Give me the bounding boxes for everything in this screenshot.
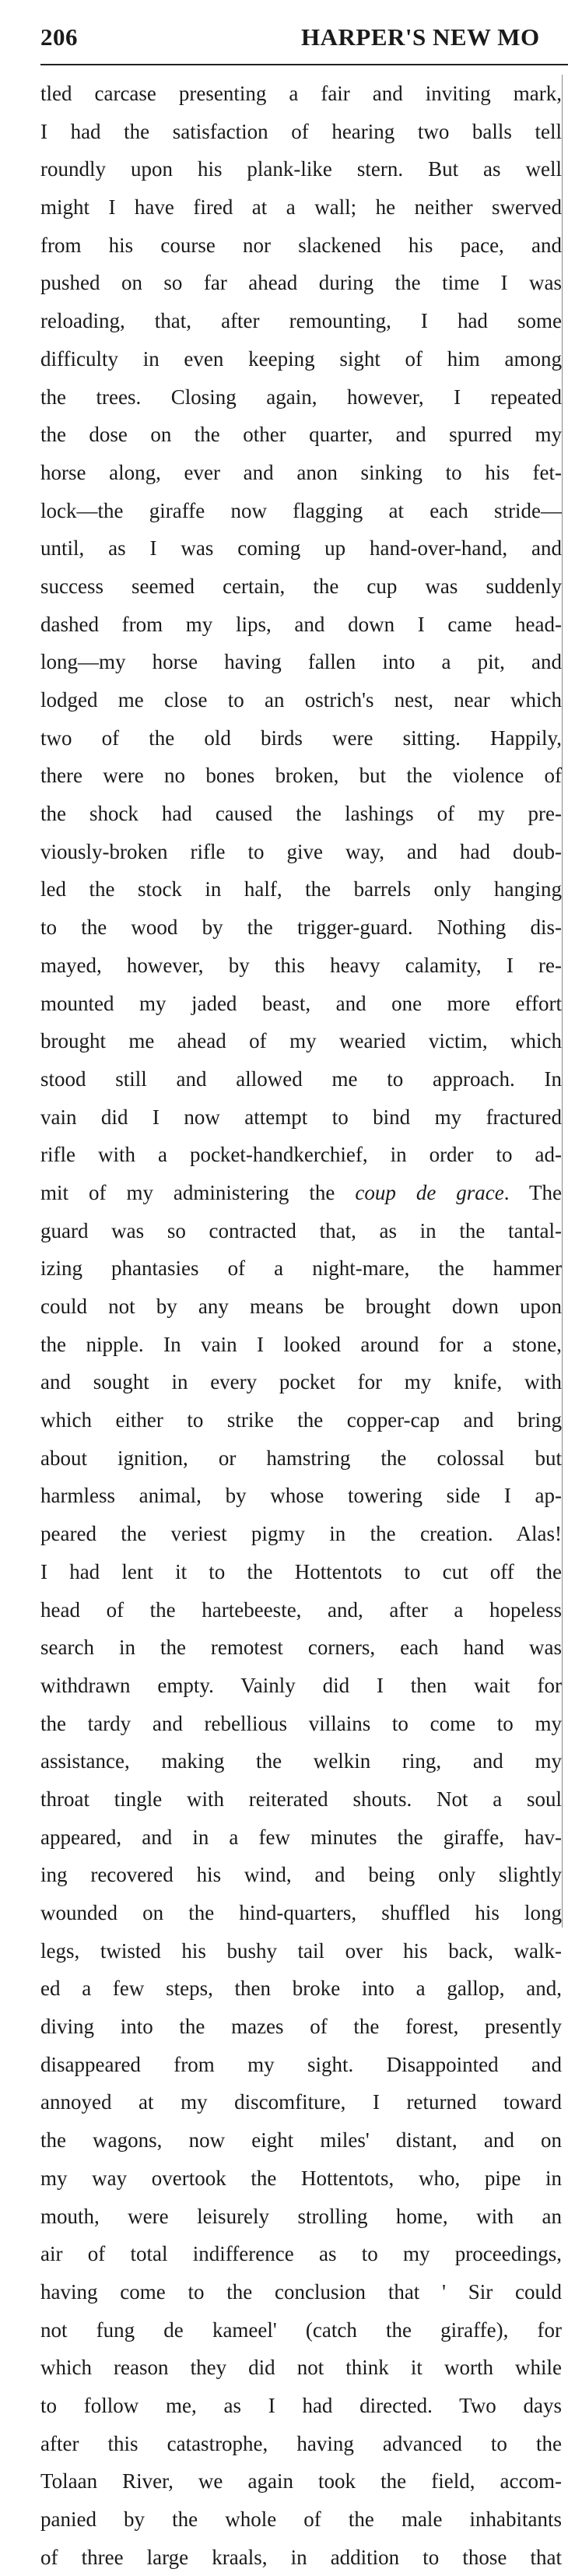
text-line: brought me ahead of my wearied victim, which bbox=[40, 1029, 562, 1053]
text-line: there were no bones broken, but the violence of bbox=[40, 764, 562, 788]
text-line: until, as I was coming up hand-over-hand, and bbox=[40, 536, 562, 561]
text-line: withdrawn empty. Vainly did I then wait for bbox=[40, 1673, 562, 1697]
text-line: which either to strike the copper-cap and bring bbox=[40, 1408, 562, 1432]
text-line: search in the remotest corners, each hand was bbox=[40, 1636, 562, 1660]
text-line: dashed from my lips, and down I came head- bbox=[40, 612, 562, 636]
text-line: pushed on so far ahead during the time I was bbox=[40, 271, 562, 295]
text-line: harmless animal, by whose towering side I ap- bbox=[40, 1484, 562, 1508]
text-line: long—my horse having fallen into a pit, and bbox=[40, 650, 562, 674]
text-line: two of the old birds were sitting. Happily, bbox=[40, 726, 562, 750]
text-line: viously-broken rifle to give way, and had doub- bbox=[40, 839, 562, 863]
text-line: Tolaan River, we again took the field, accom- bbox=[40, 2469, 562, 2493]
text-line: izing phantasies of a night-mare, the hammer bbox=[40, 1256, 562, 1281]
text-line: mounted my jaded beast, and one more effort bbox=[40, 991, 562, 1015]
text-line: after this catastrophe, having advanced to the bbox=[40, 2431, 562, 2455]
page-number: 206 bbox=[40, 23, 78, 51]
text-line: the nipple. In vain I looked around for a stone, bbox=[40, 1332, 562, 1356]
text-line: I had the satisfaction of hearing two balls tell bbox=[40, 119, 562, 143]
text-line: of three large kraals, in addition to those that bbox=[40, 2545, 562, 2569]
text-line: throat tingle with reiterated shouts. Not a soul bbox=[40, 1787, 562, 1811]
text-line: which reason they did not think it worth while bbox=[40, 2356, 562, 2380]
text-line: the wagons, now eight miles' distant, and on bbox=[40, 2128, 562, 2153]
text-line: ed a few steps, then broke into a gallop, and, bbox=[40, 1977, 562, 2001]
text-line: about ignition, or hamstring the colossal but bbox=[40, 1446, 562, 1470]
text-line: mit of my administering the coup de grace. The bbox=[40, 1180, 562, 1204]
text-line: panied by the whole of the male inhabitants bbox=[40, 2507, 562, 2531]
text-line: assistance, making the welkin ring, and my bbox=[40, 1749, 562, 1773]
text-line: to follow me, as I had directed. Two days bbox=[40, 2393, 562, 2417]
text-line: might I have fired at a wall; he neither swerved bbox=[40, 195, 562, 220]
text-line: horse along, ever and anon sinking to his fet- bbox=[40, 460, 562, 484]
text-line: the tardy and rebellious villains to come to my bbox=[40, 1711, 562, 1735]
text-line: legs, twisted his bushy tail over his back, walk- bbox=[40, 1938, 562, 1963]
text-line: head of the hartebeeste, and, after a hopeless bbox=[40, 1597, 562, 1622]
italic-phrase: coup de grace bbox=[355, 1180, 504, 1204]
text-line: I had lent it to the Hottentots to cut off the bbox=[40, 1559, 562, 1583]
text-line: tled carcase presenting a fair and inviting mark, bbox=[40, 82, 562, 105]
page-header bbox=[40, 23, 568, 58]
text-line: mayed, however, by this heavy calamity, I re- bbox=[40, 953, 562, 977]
text-line: roundly upon his plank-like stern. But as well bbox=[40, 157, 562, 181]
text-line: my way overtook the Hottentots, who, pipe in bbox=[40, 2166, 562, 2190]
text-line: success seemed certain, the cup was suddenly bbox=[40, 574, 562, 598]
text-line: the trees. Closing again, however, I repeated bbox=[40, 385, 562, 409]
text-line: vain did I now attempt to bind my fractured bbox=[40, 1105, 562, 1129]
text-line: not fung de kameel' (catch the giraffe), for bbox=[40, 2318, 562, 2342]
text-line: and sought in every pocket for my knife, with bbox=[40, 1370, 562, 1394]
text-line: lock—the giraffe now flagging at each stride— bbox=[40, 498, 562, 522]
text-line: peared the veriest pigmy in the creation. Alas! bbox=[40, 1522, 562, 1546]
text-line: could not by any means be brought down upon bbox=[40, 1295, 562, 1318]
text-line: the shock had caused the lashings of my pre- bbox=[40, 802, 562, 826]
text-line: from his course nor slackened his pace, and bbox=[40, 233, 562, 257]
text-line: led the stock in half, the barrels only hanging bbox=[40, 877, 562, 901]
text-line: diving into the mazes of the forest, presently bbox=[40, 2015, 562, 2039]
text-line: stood still and allowed me to approach. In bbox=[40, 1067, 562, 1091]
text-line: air of total indifference as to my proceedings, bbox=[40, 2242, 562, 2266]
text-line: guard was so contracted that, as in the tantal- bbox=[40, 1218, 562, 1242]
header-divider bbox=[40, 64, 568, 65]
text-line: reloading, that, after remounting, I had some bbox=[40, 309, 562, 333]
text-line: difficulty in even keeping sight of him among bbox=[40, 346, 562, 371]
text-line: wounded on the hind-quarters, shuffled his long bbox=[40, 1901, 562, 1924]
running-title: HARPER'S NEW MO bbox=[301, 23, 540, 51]
text-line: lodged me close to an ostrich's nest, near which bbox=[40, 688, 562, 712]
text-line: to the wood by the trigger-guard. Nothing dis- bbox=[40, 915, 562, 940]
text-line: appeared, and in a few minutes the giraffe, hav- bbox=[40, 1825, 562, 1849]
body-text-column bbox=[40, 75, 562, 2576]
text-line: rifle with a pocket-handkerchief, in order to ad- bbox=[40, 1143, 562, 1167]
text-line: having come to the conclusion that ' Sir could bbox=[40, 2279, 562, 2304]
page-edge-rule bbox=[562, 75, 563, 1928]
text-line: disappeared from my sight. Disappointed and bbox=[40, 2052, 562, 2076]
text-line: ing recovered his wind, and being only slightly bbox=[40, 1863, 562, 1887]
text-line: the dose on the other quarter, and spurred my bbox=[40, 423, 562, 447]
text-line: annoyed at my discomfiture, I returned toward bbox=[40, 2090, 562, 2114]
text-line: mouth, were leisurely strolling home, with an bbox=[40, 2204, 562, 2228]
